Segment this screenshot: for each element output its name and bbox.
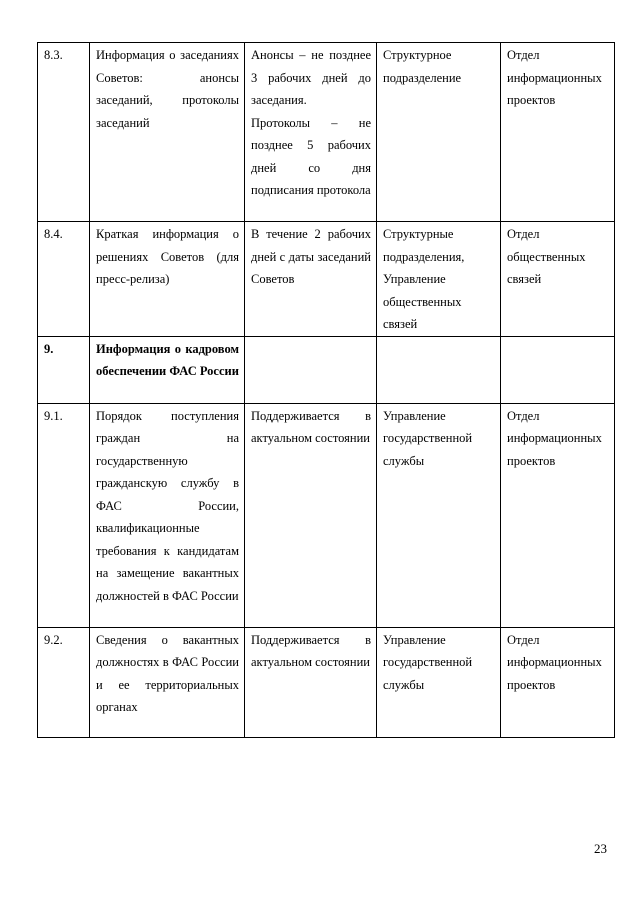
responsible-unit: Структурные подразделения, Управление общественных связей bbox=[377, 222, 501, 337]
update-term bbox=[245, 43, 377, 222]
term-announcements: Анонсы – не позднее 3 рабочих дней до заседания. bbox=[251, 48, 371, 107]
term-protocols: Протоколы – не позднее 5 рабочих дней со дня подписания протокола bbox=[251, 115, 371, 197]
responsible-unit bbox=[377, 336, 501, 403]
info-table bbox=[37, 42, 615, 738]
responsible-department: Отдел информационных проектов bbox=[501, 403, 615, 627]
section-title: Информация о кадровом обеспечении ФАС России bbox=[90, 336, 245, 403]
info-description: Информация о заседаниях Советов: анонсы заседаний, протоколы заседаний bbox=[90, 43, 245, 222]
responsible-department: Отдел информационных проектов bbox=[501, 43, 615, 222]
section-number: 9. bbox=[38, 336, 90, 403]
row-number: 8.4. bbox=[38, 222, 90, 337]
row-number: 8.3. bbox=[38, 43, 90, 222]
table-row bbox=[38, 43, 615, 222]
update-term: Поддерживается в актуальном состоянии bbox=[245, 627, 377, 737]
update-term: Поддерживается в актуальном состоянии bbox=[245, 403, 377, 627]
page-number: 23 bbox=[594, 841, 607, 856]
row-number: 9.2. bbox=[38, 627, 90, 737]
table-row bbox=[38, 403, 615, 627]
responsible-department: Отдел информационных проектов bbox=[501, 627, 615, 737]
info-description: Порядок поступления граждан на государственную гражданскую службу в ФАС России, квалификационные требования к кандидатам на замещение вакантных должностей в ФАС России bbox=[90, 403, 245, 627]
table-row bbox=[38, 222, 615, 337]
info-description: Сведения о вакантных должностях в ФАС России и ее территориальных органах bbox=[90, 627, 245, 737]
responsible-department bbox=[501, 336, 615, 403]
responsible-unit: Структурное подразделение bbox=[377, 43, 501, 222]
responsible-unit: Управление государственной службы bbox=[377, 627, 501, 737]
section-row bbox=[38, 336, 615, 403]
responsible-unit: Управление государственной службы bbox=[377, 403, 501, 627]
row-number: 9.1. bbox=[38, 403, 90, 627]
table-row bbox=[38, 627, 615, 737]
update-term bbox=[245, 336, 377, 403]
info-description: Краткая информация о решениях Советов (для пресс-релиза) bbox=[90, 222, 245, 337]
update-term: В течение 2 рабочих дней с даты заседаний Советов bbox=[245, 222, 377, 337]
responsible-department: Отдел общественных связей bbox=[501, 222, 615, 337]
